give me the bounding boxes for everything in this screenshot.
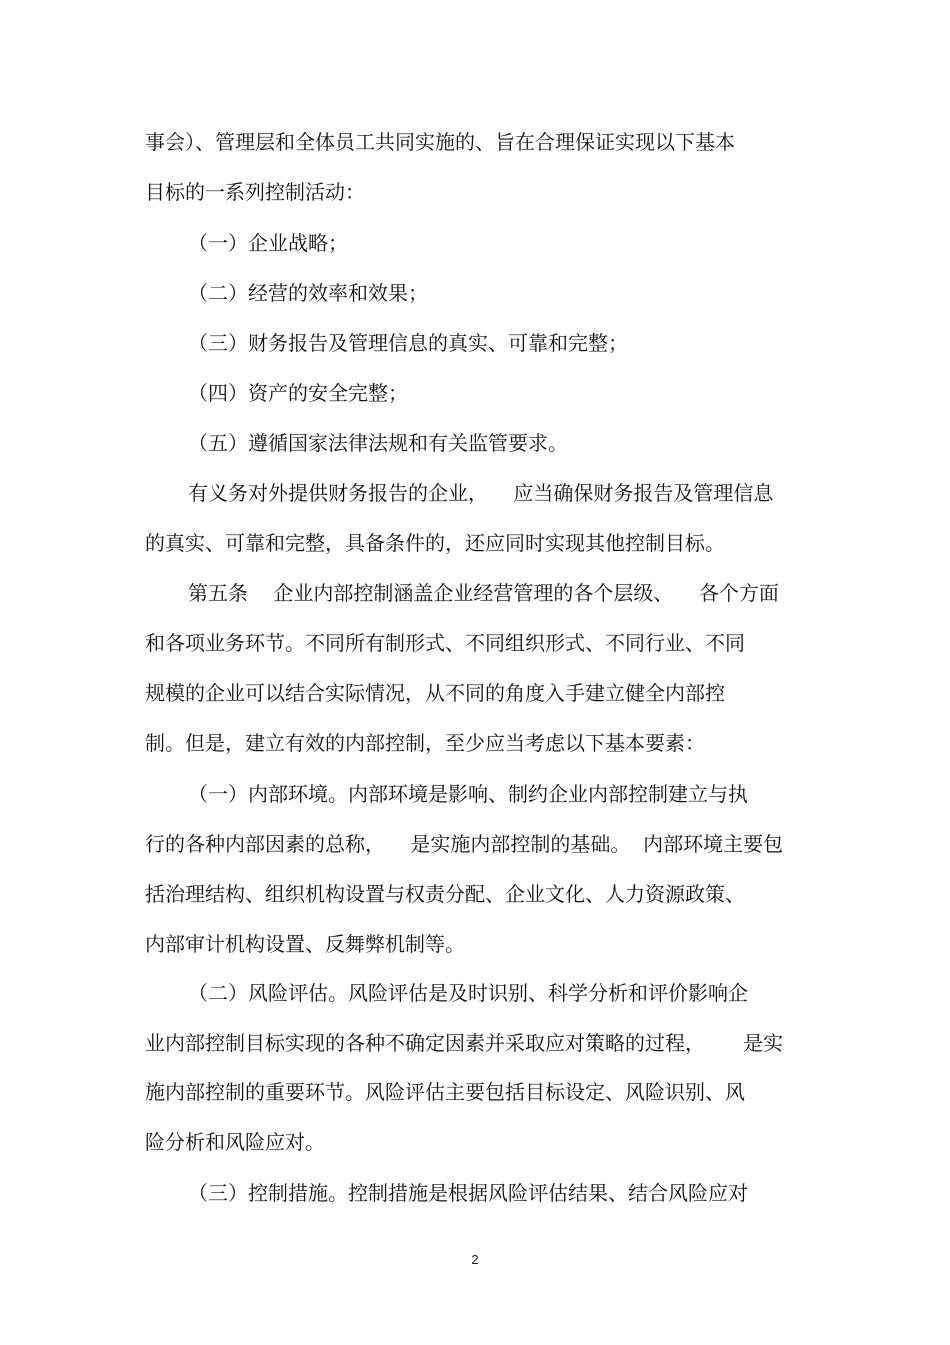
- paragraph-line: 施内部控制的重要环节。风险评估主要包括目标设定、风险识别、风: [145, 1080, 745, 1104]
- paragraph-line: 的真实、可靠和完整，具备条件的，还应同时实现其他控制目标。: [145, 531, 725, 555]
- text-line: 目标的一系列控制活动：: [145, 180, 365, 204]
- paragraph-line: 和各项业务环节。不同所有制形式、不同组织形式、不同行业、不同: [145, 631, 745, 655]
- paragraph-line: 第五条 企业内部控制涵盖企业经营管理的各个层级、 各个方面: [188, 581, 779, 605]
- paragraph-line: 制。但是，建立有效的内部控制，至少应当考虑以下基本要素：: [145, 731, 705, 755]
- paragraph-line: （二）风险评估。风险评估是及时识别、科学分析和评价影响企: [188, 981, 748, 1005]
- list-item: （一）企业战略；: [188, 231, 348, 255]
- paragraph-line: 规模的企业可以结合实际情况，从不同的角度入手建立健全内部控: [145, 681, 725, 705]
- page-number: 2: [471, 1252, 479, 1267]
- list-item: （三）财务报告及管理信息的真实、可靠和完整；: [188, 331, 628, 355]
- paragraph-line: 业内部控制目标实现的各种不确定因素并采取应对策略的过程， 是实: [145, 1031, 784, 1055]
- paragraph-line: 险分析和风险应对。: [145, 1130, 325, 1154]
- text-line: 事会）、管理层和全体员工共同实施的、旨在合理保证实现以下基本: [145, 130, 735, 154]
- list-item: （五）遵循国家法律法规和有关监管要求。: [188, 431, 568, 455]
- paragraph-line: 行的各种内部因素的总称， 是实施内部控制的基础。 内部环境主要包: [145, 832, 784, 856]
- paragraph-line: 内部审计机构设置、反舞弊机制等。: [145, 932, 465, 956]
- list-item: （四）资产的安全完整；: [188, 381, 408, 405]
- paragraph-line: 括治理结构、组织机构设置与权责分配、企业文化、人力资源政策、: [145, 882, 745, 906]
- paragraph-line: （一）内部环境。内部环境是影响、制约企业内部控制建立与执: [188, 782, 748, 806]
- list-item: （二）经营的效率和效果；: [188, 281, 428, 305]
- paragraph-line: 有义务对外提供财务报告的企业， 应当确保财务报告及管理信息: [188, 481, 774, 505]
- paragraph-line: （三）控制措施。控制措施是根据风险评估结果、结合风险应对: [188, 1181, 748, 1205]
